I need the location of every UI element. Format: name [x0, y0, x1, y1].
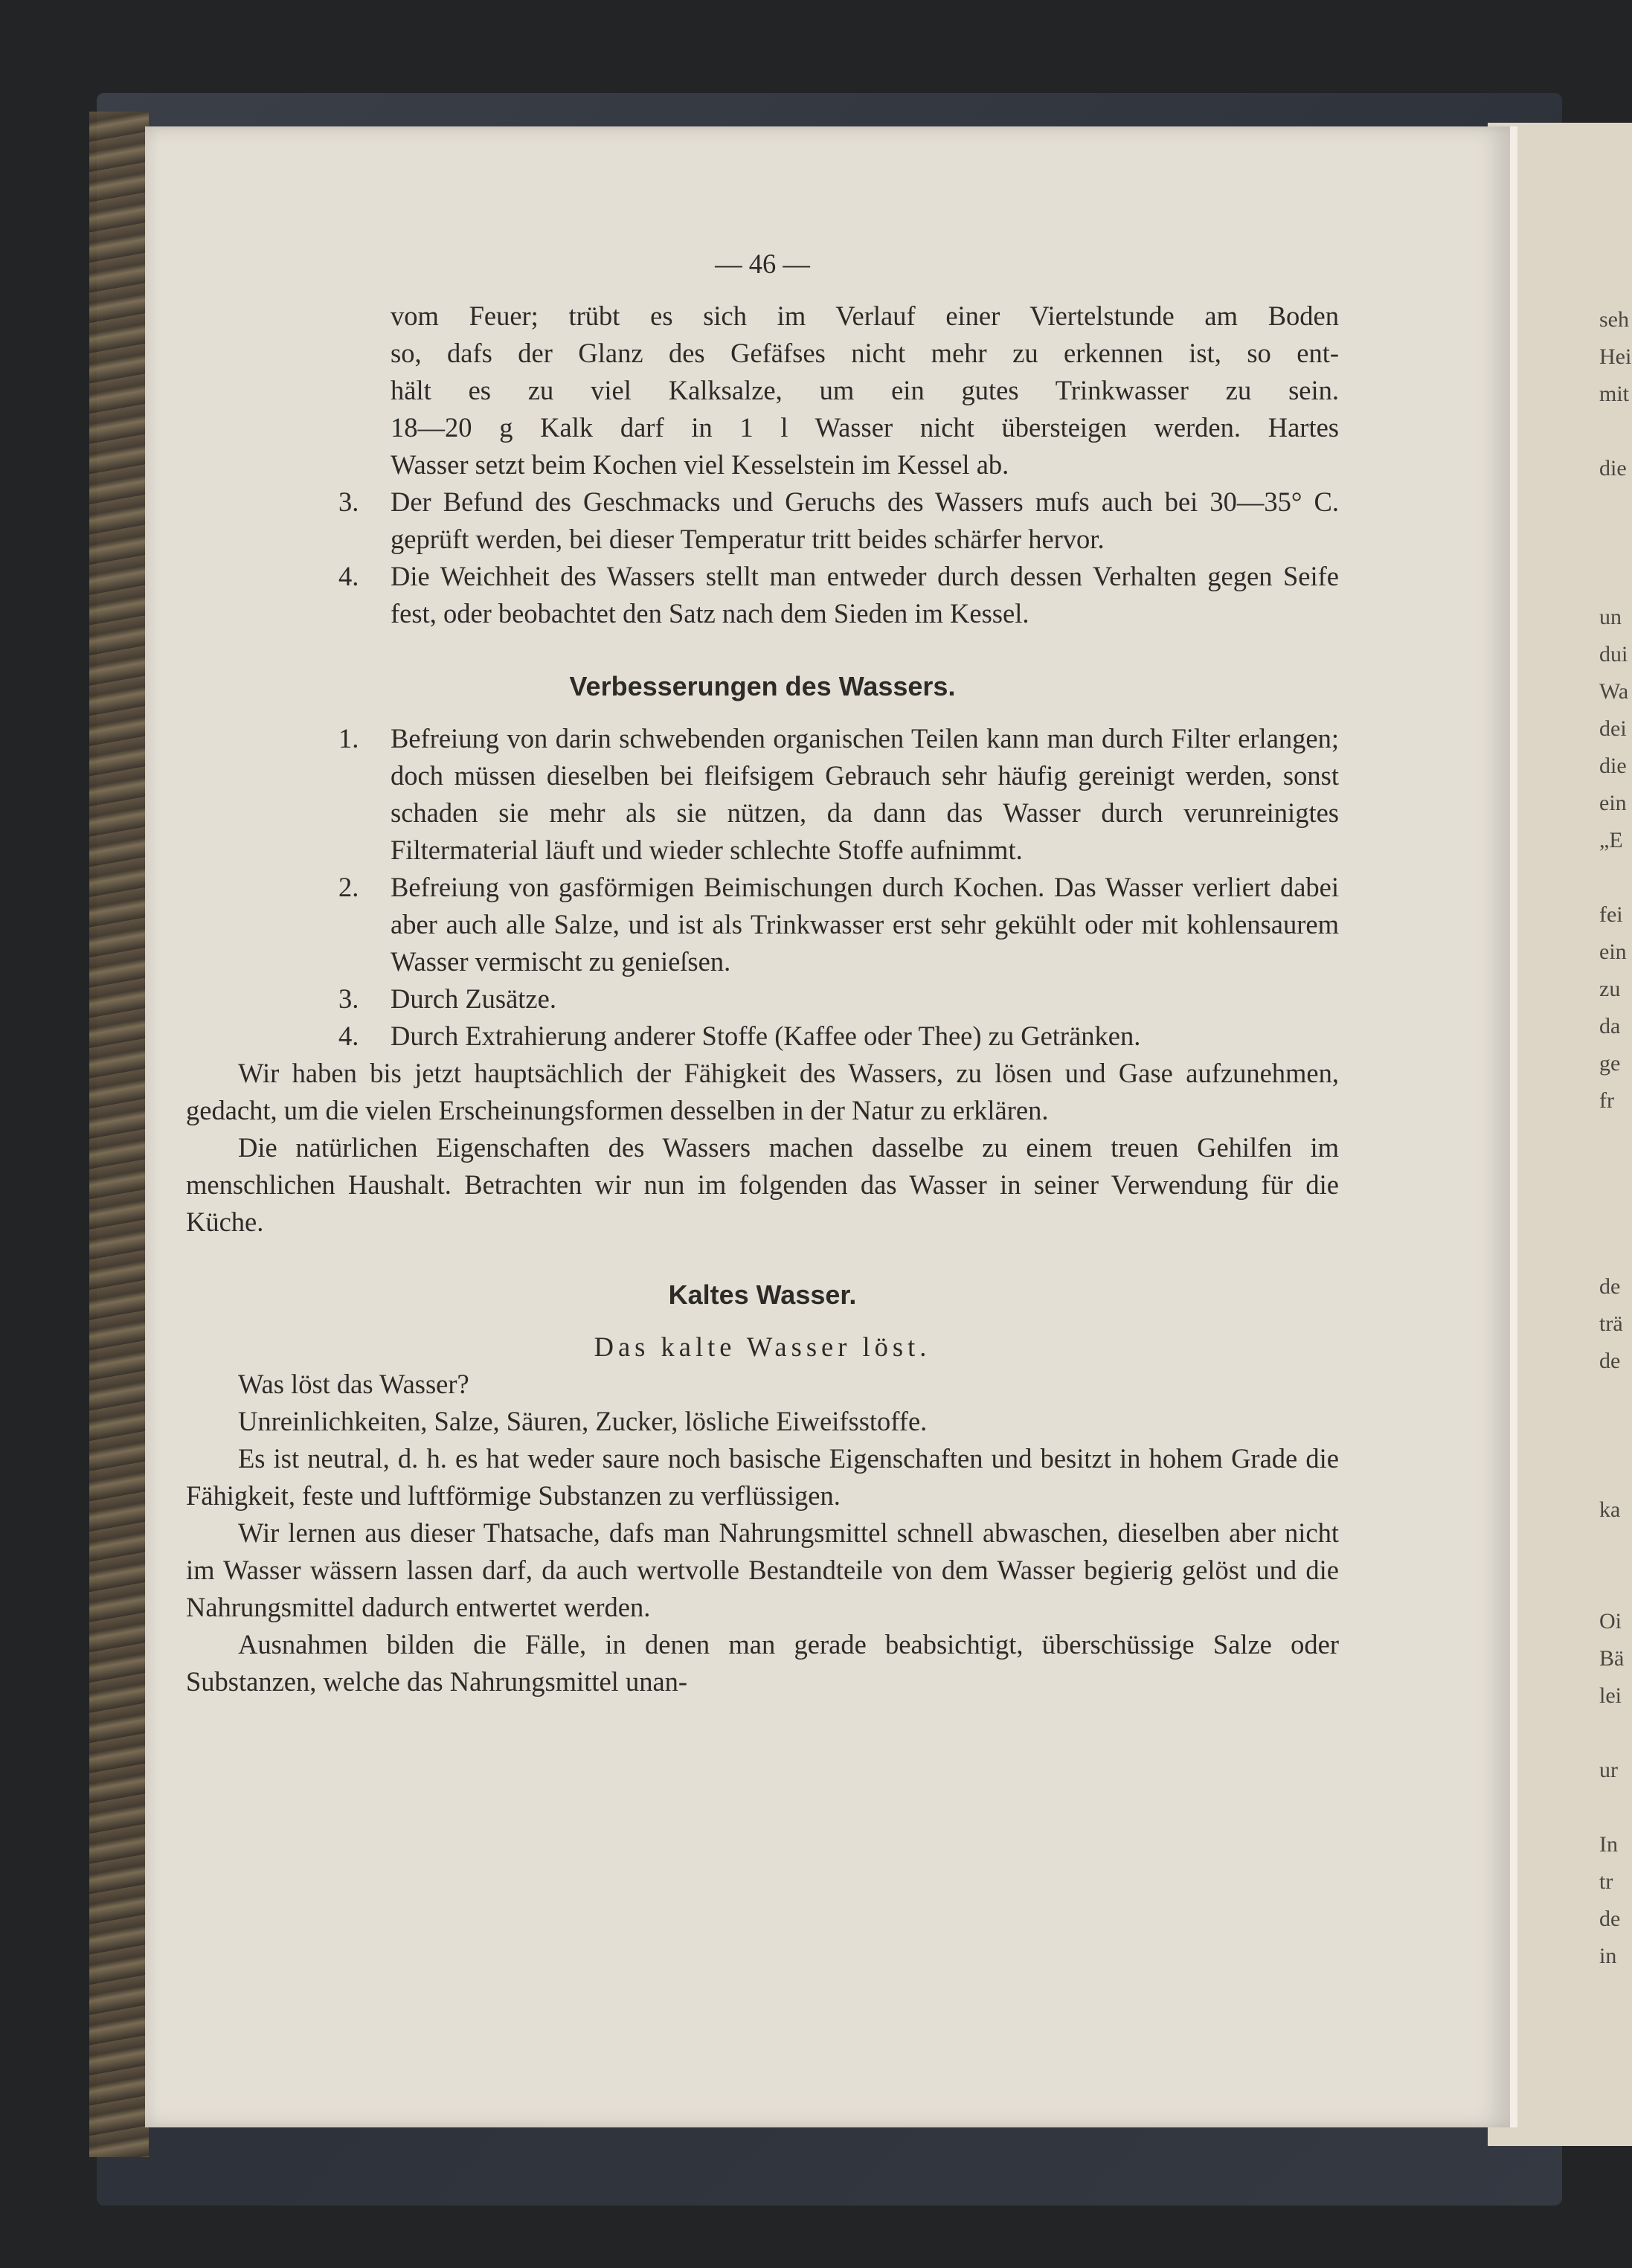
item-text: Der Befund des Geschmacks und Geruchs des Wassers mufs auch bei 30—35° C. geprüft werden, bei dieser Temperatur tritt beides schärfer hervor.: [391, 486, 1339, 554]
fragment: ge: [1599, 1051, 1621, 1076]
text-line: hält es zu viel Kalksalze, um ein gutes Trinkwasser zu sein.: [391, 375, 1339, 405]
list-item: [186, 1018, 1339, 1055]
text-line: vom Feuer; trübt es sich im Verlauf einer Viertelstunde am Boden: [391, 301, 1339, 331]
fragment: ka: [1599, 1497, 1621, 1522]
fragment: In: [1599, 1832, 1618, 1857]
fragment: [1599, 1231, 1632, 1268]
fragment: [1599, 1119, 1632, 1157]
fragment: seh: [1599, 307, 1629, 332]
fragment: ein: [1599, 791, 1627, 815]
item-text: Durch Extrahierung anderer Stoffe (Kaffee oder Thee) zu Getränken.: [391, 1021, 1141, 1051]
text-line: so, dafs der Glanz des Gefäfses nicht mehr zu erkennen ist, so ent-: [391, 338, 1339, 368]
subheading: Das kalte Wasser löst.: [594, 1331, 931, 1362]
fragment: dui: [1599, 642, 1628, 666]
fragment: ein: [1599, 939, 1627, 964]
fragment: tr: [1599, 1869, 1613, 1894]
fragment: [1599, 1157, 1632, 1194]
page-number: — 46 —: [715, 248, 810, 279]
fragment: Wa: [1599, 679, 1629, 704]
item-text: Befreiung von darin schwebenden organischen Teilen kann man durch Filter erlangen; doch müssen dieselben bei fleifsigem Gebrauch sehr häufig gereinigt werden, sonst schaden sie mehr als sie nützen, da dann das Wasser durch verunreinigtes Filtermaterial läuft und wieder schlechte Stoffe aufnimmt.: [391, 723, 1339, 865]
fragment: dei: [1599, 716, 1627, 741]
item-number: 2.: [338, 872, 359, 902]
fragment: Bä: [1599, 1646, 1625, 1671]
list-item: [186, 720, 1339, 869]
fragment: lei: [1599, 1683, 1622, 1708]
fragment: Oi: [1599, 1609, 1622, 1633]
next-page-text-fragments: [1599, 301, 1632, 1975]
paragraph: Wir lernen aus dieser Thatsache, dafs man Nahrungsmittel schnell abwaschen, dieselben aber nicht im Wasser wässern lassen darf, da auch wertvolle Bestandteile von dem Wasser begierig gelöst und die Nahrungsmittel dadurch entwertet werden.: [186, 1517, 1339, 1622]
item-number: 4.: [338, 1021, 359, 1051]
list-item: [186, 869, 1339, 980]
fragment: [1599, 859, 1632, 896]
page-content: [186, 245, 1339, 1700]
question: Was löst das Wasser?: [238, 1369, 469, 1399]
fragment: de: [1599, 1349, 1621, 1373]
fragment: Hei: [1599, 344, 1632, 369]
fragment: fei: [1599, 902, 1623, 927]
item-number: 4.: [338, 561, 359, 591]
fragment: de: [1599, 1906, 1621, 1931]
list-item: [186, 484, 1339, 558]
fragment: ur: [1599, 1758, 1618, 1782]
item-text: Durch Zusätze.: [391, 983, 556, 1014]
section-heading: Verbesserungen des Wassers.: [569, 671, 956, 701]
section-heading: Kaltes Wasser.: [668, 1279, 857, 1310]
fragment: trä: [1599, 1311, 1623, 1336]
fragment: da: [1599, 1014, 1621, 1038]
fragment: [1599, 487, 1632, 524]
fragment: [1599, 1715, 1632, 1752]
item-number: 3.: [338, 983, 359, 1014]
fragment: [1599, 1789, 1632, 1826]
fragment: [1599, 1566, 1632, 1603]
fragment: [1599, 413, 1632, 450]
fragment: zu: [1599, 977, 1621, 1001]
item-number: 3.: [338, 486, 359, 517]
paragraph: Es ist neutral, d. h. es hat weder saure noch basische Eigenschaften und besitzt in hohem Grade die Fähigkeit, feste und luftförmige Substanzen zu verflüssigen.: [186, 1443, 1339, 1511]
fragment: [1599, 1454, 1632, 1491]
fragment: mit: [1599, 382, 1630, 406]
fragment: in: [1599, 1944, 1617, 1968]
fragment: die: [1599, 754, 1627, 778]
fragment: de: [1599, 1274, 1621, 1299]
marbled-edge: [89, 112, 149, 2157]
fragment: fr: [1599, 1088, 1614, 1113]
fragment: un: [1599, 605, 1622, 629]
fragment: [1599, 562, 1632, 599]
item-text: Die Weichheit des Wassers stellt man entweder durch dessen Verhalten gegen Seife fest, oder beobachtet den Satz nach dem Sieden im Kessel.: [391, 561, 1339, 629]
item-number: 1.: [338, 723, 359, 754]
page-edge: [1510, 126, 1517, 2127]
fragment: [1599, 1529, 1632, 1566]
list-item: [186, 980, 1339, 1018]
answer: Unreinlichkeiten, Salze, Säuren, Zucker, lösliche Eiweifsstoffe.: [238, 1406, 928, 1436]
text-line: 18—20 g Kalk darf in 1 l Wasser nicht übersteigen werden. Hartes: [391, 412, 1339, 443]
paragraph: Die natürlichen Eigenschaften des Wassers machen dasselbe zu einem treuen Gehilfen im menschlichen Haushalt. Betrachten wir nun im folgenden das Wasser in seiner Verwendung für die Küche.: [186, 1132, 1339, 1237]
fragment: die: [1599, 456, 1627, 481]
fragment: „E: [1599, 828, 1623, 852]
paragraph: Ausnahmen bilden die Fälle, in denen man gerade beabsichtigt, überschüssige Salze oder Substanzen, welche das Nahrungsmittel unan-: [186, 1629, 1339, 1697]
fragment: [1599, 524, 1632, 562]
item-text: Befreiung von gasförmigen Beimischungen durch Kochen. Das Wasser verliert dabei aber auch alle Salze, und ist als Trinkwasser erst sehr gekühlt oder mit kohlensaurem Wasser vermischt zu genieſsen.: [391, 872, 1339, 977]
intro-block: [186, 298, 1339, 484]
fragment: [1599, 1380, 1632, 1417]
fragment: [1599, 1194, 1632, 1231]
fragment: [1599, 1417, 1632, 1454]
list-item: [186, 558, 1339, 632]
text-line: Wasser setzt beim Kochen viel Kesselstein im Kessel ab.: [391, 449, 1009, 480]
paragraph: Wir haben bis jetzt hauptsächlich der Fähigkeit des Wassers, zu lösen und Gase aufzunehmen, gedacht, um die vielen Erscheinungsformen desselben in der Natur zu erklären.: [186, 1058, 1339, 1125]
